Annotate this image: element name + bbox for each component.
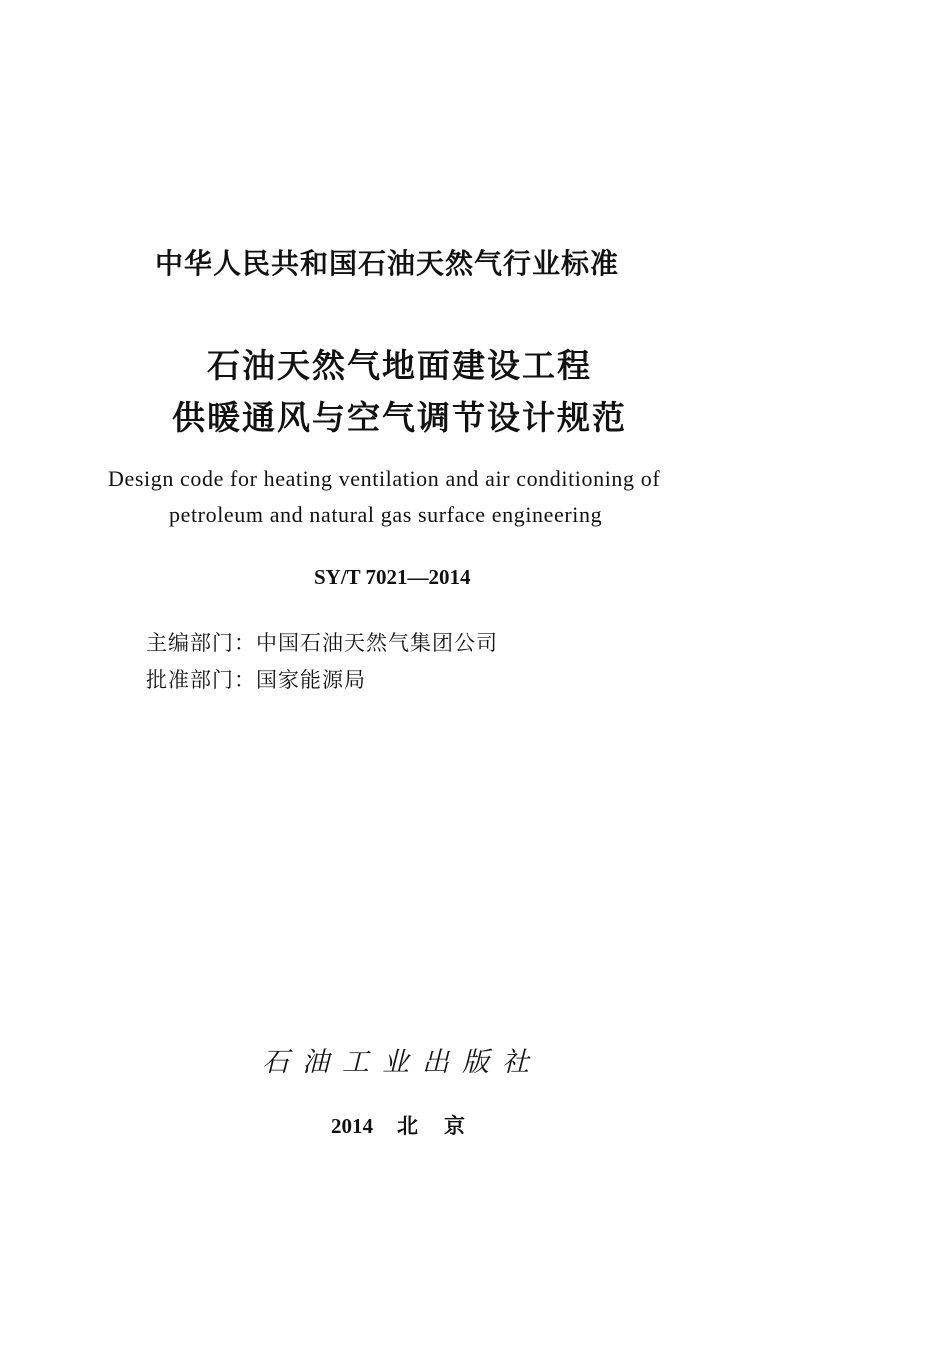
- publication-year: 2014: [331, 1114, 373, 1138]
- editor-organization: 主编部门：中国石油天然气集团公司: [146, 631, 498, 655]
- title-en-line-2: petroleum and natural gas surface engineering: [169, 502, 603, 527]
- standard-code: SY/T 7021—2014: [314, 565, 471, 589]
- publication-city: 北京: [397, 1114, 491, 1138]
- publisher-name: 石油工业出版社: [262, 1047, 542, 1078]
- publication-imprint: [331, 1110, 491, 1140]
- industry-standard-heading: 中华人民共和国石油天然气行业标准: [155, 247, 620, 280]
- title-cn-line-1: 石油天然气地面建设工程: [207, 346, 592, 385]
- approver-organization: 批准部门：国家能源局: [146, 668, 366, 692]
- title-cn-line-2: 供暖通风与空气调节设计规范: [172, 398, 627, 437]
- title-en-line-1: Design code for heating ventilation and air conditioning of: [108, 466, 661, 491]
